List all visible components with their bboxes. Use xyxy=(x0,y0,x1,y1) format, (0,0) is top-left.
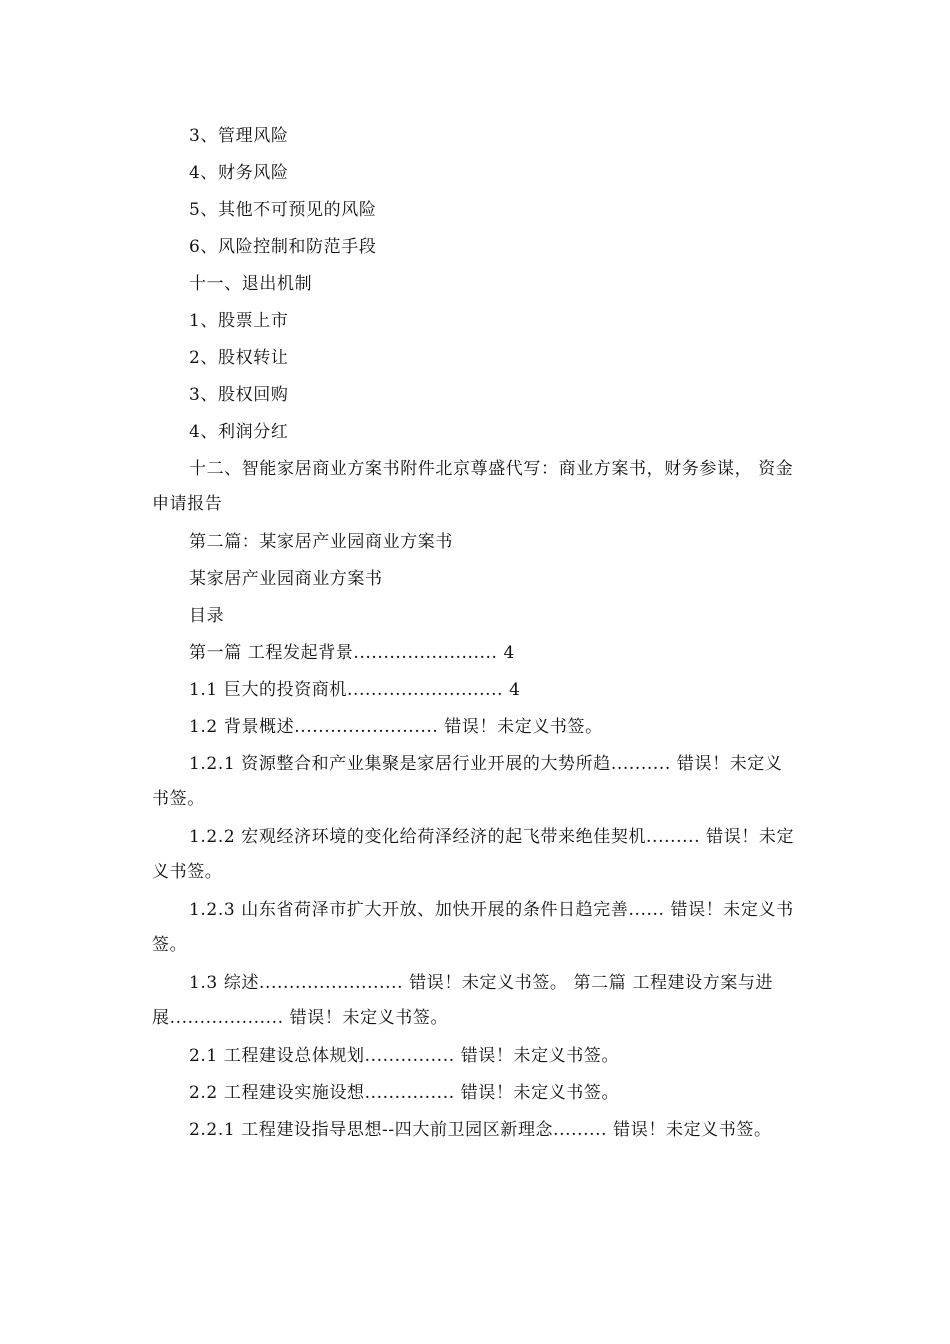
toc-heading: 目录 xyxy=(189,606,225,626)
paragraph: 5、其他不可预见的风险 xyxy=(189,200,377,220)
toc-entry: 1.1 巨大的投资商机.......................... 4 xyxy=(189,680,521,700)
paragraph: 1、股票上市 xyxy=(189,311,289,331)
toc-entry: 1.2.3 山东省荷泽市扩大开放、加快开展的条件日趋完善...... 错误！未定义书签。 xyxy=(152,900,794,955)
document-body xyxy=(152,119,798,1151)
toc-entry: 第一篇 工程发起背景........................ 4 xyxy=(189,643,515,663)
toc-entry: 1.2.2 宏观经济环境的变化给荷泽经济的起飞带来绝佳契机......... 错误！未定义书签。 xyxy=(152,827,795,882)
paragraph: 3、管理风险 xyxy=(189,126,289,146)
toc-entry: 2.1 工程建设总体规划............... 错误！未定义书签。 xyxy=(189,1046,620,1066)
toc-entry: 1.2 背景概述........................ 错误！未定义书签。 xyxy=(189,717,603,737)
toc-entry: 2.2 工程建设实施设想............... 错误！未定义书签。 xyxy=(189,1083,620,1103)
chapter-title: 第二篇：某家居产业园商业方案书 xyxy=(189,532,453,552)
paragraph: 6、风险控制和防范手段 xyxy=(189,237,377,257)
section-heading: 十一、退出机制 xyxy=(189,274,313,294)
section-heading: 十二、智能家居商业方案书附件北京尊盛代写：商业方案书，财务参谋， 资金申请报告 xyxy=(152,459,794,514)
toc-entry: 2.2.1 工程建设指导思想--四大前卫园区新理念......... 错误！未定义书签。 xyxy=(189,1120,772,1140)
toc-entry: 1.2.1 资源整合和产业集聚是家居行业开展的大势所趋.......... 错误！未定义书签。 xyxy=(152,754,783,809)
paragraph: 4、财务风险 xyxy=(189,163,289,183)
paragraph: 2、股权转让 xyxy=(189,348,289,368)
paragraph: 4、利润分红 xyxy=(189,422,289,442)
toc-entry: 1.3 综述........................ 错误！未定义书签。 第二篇 工程建设方案与进展................... 错误！未定义书签。 xyxy=(152,973,774,1028)
paragraph: 3、股权回购 xyxy=(189,385,289,405)
document-title: 某家居产业园商业方案书 xyxy=(189,569,383,589)
